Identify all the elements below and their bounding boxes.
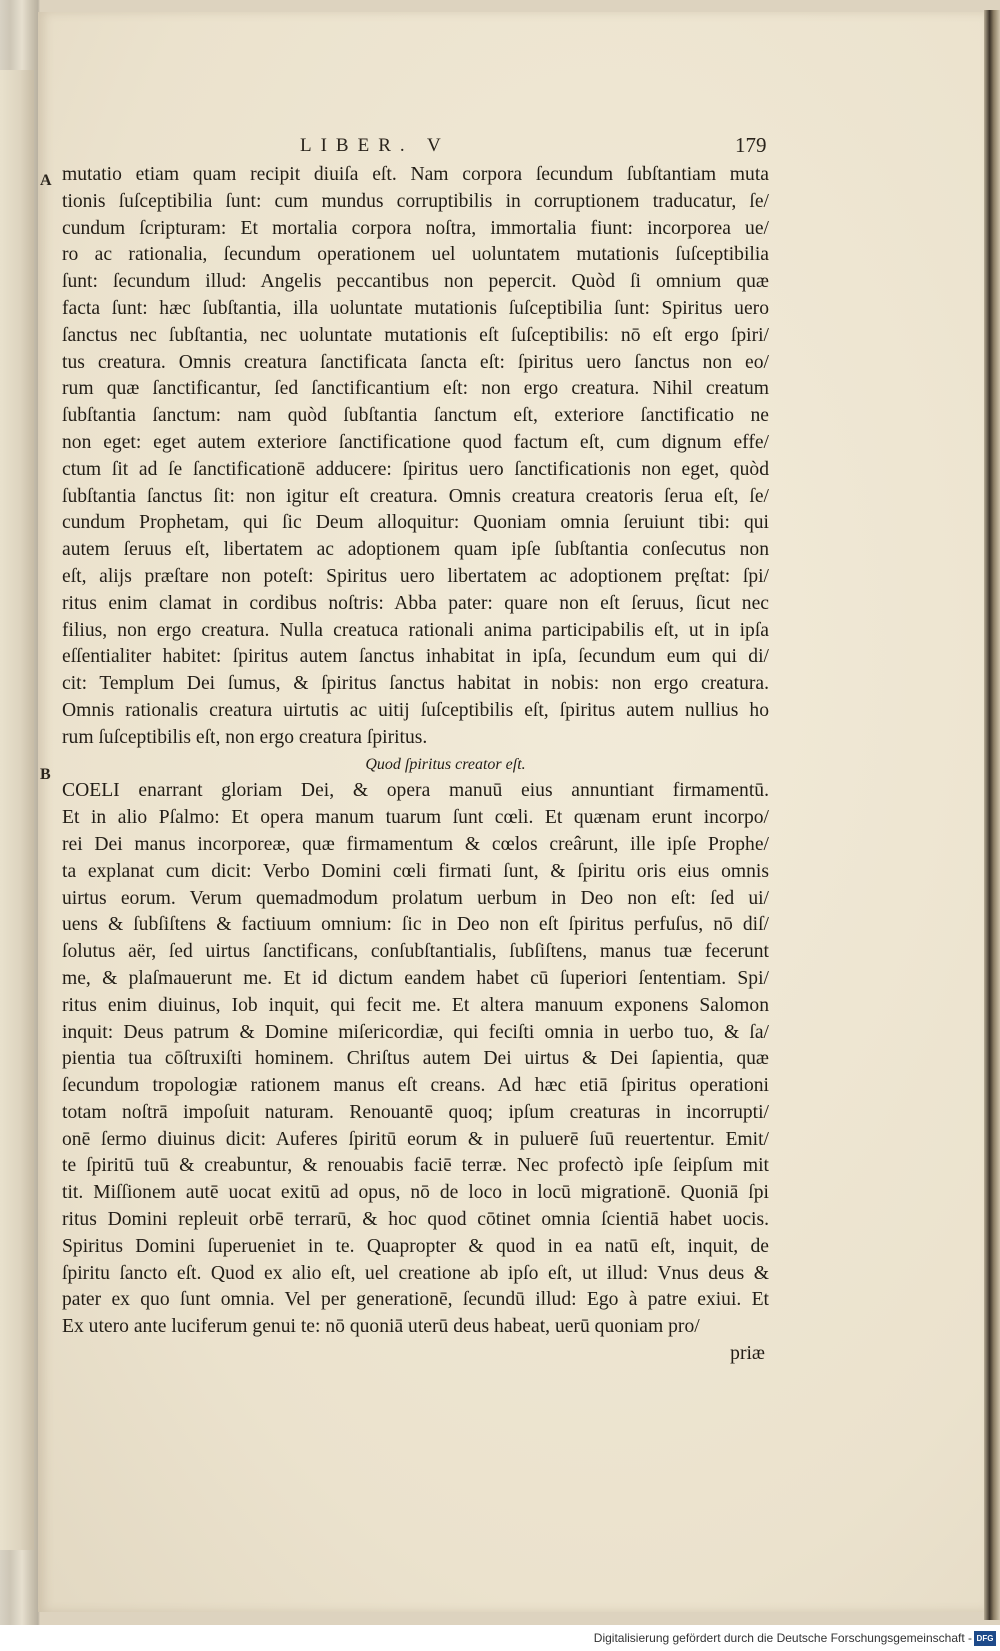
text-part-1-line: ctum ſit ad ſe ſanctificationē adducere: ſpiritus uero ſanctificationis non eget, quòd bbox=[62, 458, 769, 480]
text-part-2 bbox=[62, 778, 769, 1341]
text-part-2-line: me, & plaſmauerunt me. Et id dictum eandem habet cū ſuperiori ſententiam. Spi/ bbox=[62, 967, 769, 989]
catchword: priæ bbox=[730, 1343, 765, 1365]
text-part-1-line: ſubſtantia ſanctus ſit: non igitur eſt creatura. Omnis creatura creatoris ſerua eſt, ſe/ bbox=[62, 485, 769, 507]
margin-marker-b: B bbox=[40, 766, 51, 783]
funding-credit: Digitalisierung gefördert durch die Deutsche Forschungsgemeinschaft - bbox=[593, 1631, 972, 1645]
text-part-2-line: COELI enarrant gloriam Dei, & opera manuū eius annuntiant firmamentū. bbox=[62, 780, 769, 802]
text-part-2-line: ritus enim diuinus, Iob inquit, qui fecit me. Et altera manuum exponens Salomon bbox=[62, 994, 769, 1016]
text-part-2-line: rei Dei manus incorporeæ, quæ firmamentum & cœlos creârunt, ille ipſe Prophe/ bbox=[62, 833, 769, 855]
text-part-1-line: ſanctus nec ſubſtantia, nec uoluntate mutationis eſt ſuſceptibilis: nō eſt ergo ſpiri/ bbox=[62, 324, 769, 346]
text-part-1-line: cundum Prophetam, qui ſic Deum alloquitur: Quoniam omnia ſeruiunt tibi: qui bbox=[62, 512, 769, 534]
text-part-1-line: cit: Templum Dei ſumus, & ſpiritus ſanctus habitat in nobis: non ergo creatura. bbox=[62, 673, 769, 695]
text-part-1-line: ſunt: ſecundum illud: Angelis peccantibus non pepercit. Quòd ſi omnium quæ bbox=[62, 271, 769, 293]
text-part-2-line: uens & ſubſiſtens & factiuum omnium: ſic in Deo non eſt ſpiritus perfuſus, nō diſ/ bbox=[62, 914, 769, 936]
text-part-1-line: ro ac rationalia, ſecundum operationem uel uoluntatem mutationis ſuſceptibilia bbox=[62, 244, 769, 266]
folio-number: 179 bbox=[735, 133, 767, 157]
page-fore-edge bbox=[984, 10, 1000, 1620]
text-part-2-line: onē ſermo diuinus dicit: Auferes ſpiritū eorum & in puluerē ſuū reuertentur. Emit/ bbox=[62, 1128, 769, 1150]
text-part-1 bbox=[62, 162, 769, 752]
dfg-logo-icon: DFG bbox=[974, 1631, 996, 1646]
text-part-2-line: tit. Miſſionem autē uocat exitū ad opus, nō de loco in locū migrationē. Quoniā ſpi bbox=[62, 1182, 769, 1204]
text-part-2-line: Ex utero ante luciferum genui te: nō quoniā uterū deus habeat, uerū quoniam pro/ bbox=[62, 1316, 700, 1338]
margin-marker-a: A bbox=[40, 172, 52, 189]
text-part-1-line: tus creatura. Omnis creatura ſanctificata ſancta eſt: ſpiritus uero ſanctus non eo/ bbox=[62, 351, 769, 373]
text-part-1-line: eſſentialiter habitet: ſpiritus autem ſanctus inhabitat in ipſa, ſecundum eum qui di/ bbox=[62, 646, 769, 668]
body-text bbox=[62, 162, 769, 1368]
footer-bar bbox=[0, 1625, 1000, 1651]
text-part-2-line: ta explanat cum dicit: Verbo Domini cœli firmati ſunt, & ſpiritu oris eius omnis bbox=[62, 860, 769, 882]
text-part-1-line: filius, non ergo creatura. Nulla creatuca rationali anima participabilis eſt, ut in ipſa bbox=[62, 619, 769, 641]
text-part-1-line: eſt, alijs præſtare non poteſt: Spiritus uero libertatem ac adoptionem pręſtat: ſpi/ bbox=[62, 565, 769, 587]
text-part-1-line: ritus enim clamat in cordibus noſtris: Abba pater: quare non eſt ſeruus, ſicut nec bbox=[62, 592, 769, 614]
text-part-2-line: pater ex quo ſunt omnia. Vel per generationē, ſecundū illud: Ego à patre exiui. Et bbox=[62, 1289, 769, 1311]
text-part-2-line: pientia tua cōſtruxiſti hominem. Chriſtus autem Dei uirtus & Dei ſapientia, quæ bbox=[62, 1048, 769, 1070]
text-part-1-line: Omnis rationalis creatura uirtutis ac uitij ſuſceptibilis eſt, ſpiritus autem nullius ho bbox=[62, 699, 769, 721]
text-part-2-line: Spiritus Domini ſuperueniet in te. Quapropter & quod in ea natū eſt, inquit, de bbox=[62, 1235, 769, 1257]
text-part-1-line: ſubſtantia ſanctum: nam quòd ſubſtantia ſanctum eſt, exteriore ſanctificatio ne bbox=[62, 405, 769, 427]
text-part-1-line: rum ſuſceptibilis eſt, non ergo creatura ſpiritus. bbox=[62, 726, 428, 748]
text-part-2-line: ſecundum tropologiæ rationem manus eſt creans. Ad hæc etiā ſpiritus operationi bbox=[62, 1075, 769, 1097]
text-part-1-line: cundum ſcripturam: Et mortalia corpora noſtra, immortalia fiunt: incorporea ue/ bbox=[62, 217, 769, 239]
text-part-1-line: mutatio etiam quam recipit diuiſa eſt. Nam corpora ſecundum ſubſtantiam muta bbox=[62, 164, 769, 185]
text-part-1-line: non eget: eget autem exteriore ſanctificatione quod factum eſt, cum dignum effe/ bbox=[62, 431, 769, 453]
running-head: LIBER. V bbox=[300, 135, 450, 156]
text-part-1-line: facta ſunt: hæc ſubſtantia, illa uoluntate mutationis ſuſceptibilia ſunt: Spiritus uero bbox=[62, 297, 769, 319]
text-part-2-line: Et in alio Pſalmo: Et opera manum tuarum ſunt cœli. Et quænam erunt incorpo/ bbox=[62, 807, 769, 829]
text-part-2-line: ſolutus aër, ſed uirtus ſanctificans, conſubſtantialis, ſubſiſtens, manus tuæ fecerunt bbox=[62, 941, 769, 963]
text-part-2-line: inquit: Deus patrum & Domine miſericordiæ, qui feciſti omnia in uerbo tuo, & ſa/ bbox=[62, 1021, 769, 1043]
text-part-1-line: rum quæ ſanctificantur, ſed ſanctificantium eſt: non ergo creatura. Nihil creatum bbox=[62, 378, 769, 400]
section-heading: Quod ſpiritus creator eſt. bbox=[365, 755, 526, 773]
text-part-2-line: ſpiritu ſancto eſt. Quod ex alio eſt, uel creatione ab ipſo eſt, ut illud: Vnus deus & bbox=[62, 1262, 769, 1284]
text-part-1-line: tionis ſuſceptibilia ſunt: cum mundus corruptibilis in corruptionem traducatur, ſe/ bbox=[62, 190, 769, 212]
text-part-2-line: ritus Domini repleuit orbē terrarū, & hoc quod cōtinet omnia ſcientiā habet uocis. bbox=[62, 1209, 769, 1231]
text-part-2-line: totam noſtrā impoſuit naturam. Renouantē quoq; ipſum creaturas in incorrupti/ bbox=[62, 1101, 769, 1123]
facing-page-edge bbox=[0, 70, 34, 1550]
text-part-2-line: te ſpiritū tuū & creabuntur, & renouabis faciē terræ. Nec profectò ipſe ſeipſum mit bbox=[62, 1155, 769, 1177]
text-part-2-line: uirtus eorum. Verum quemadmodum prolatum uerbum in Deo non eſt: ſed ui/ bbox=[62, 887, 769, 909]
text-part-1-line: autem ſeruus eſt, libertatem ac adoptionem quam ipſe ſubſtantia conſecutus non bbox=[62, 539, 769, 561]
